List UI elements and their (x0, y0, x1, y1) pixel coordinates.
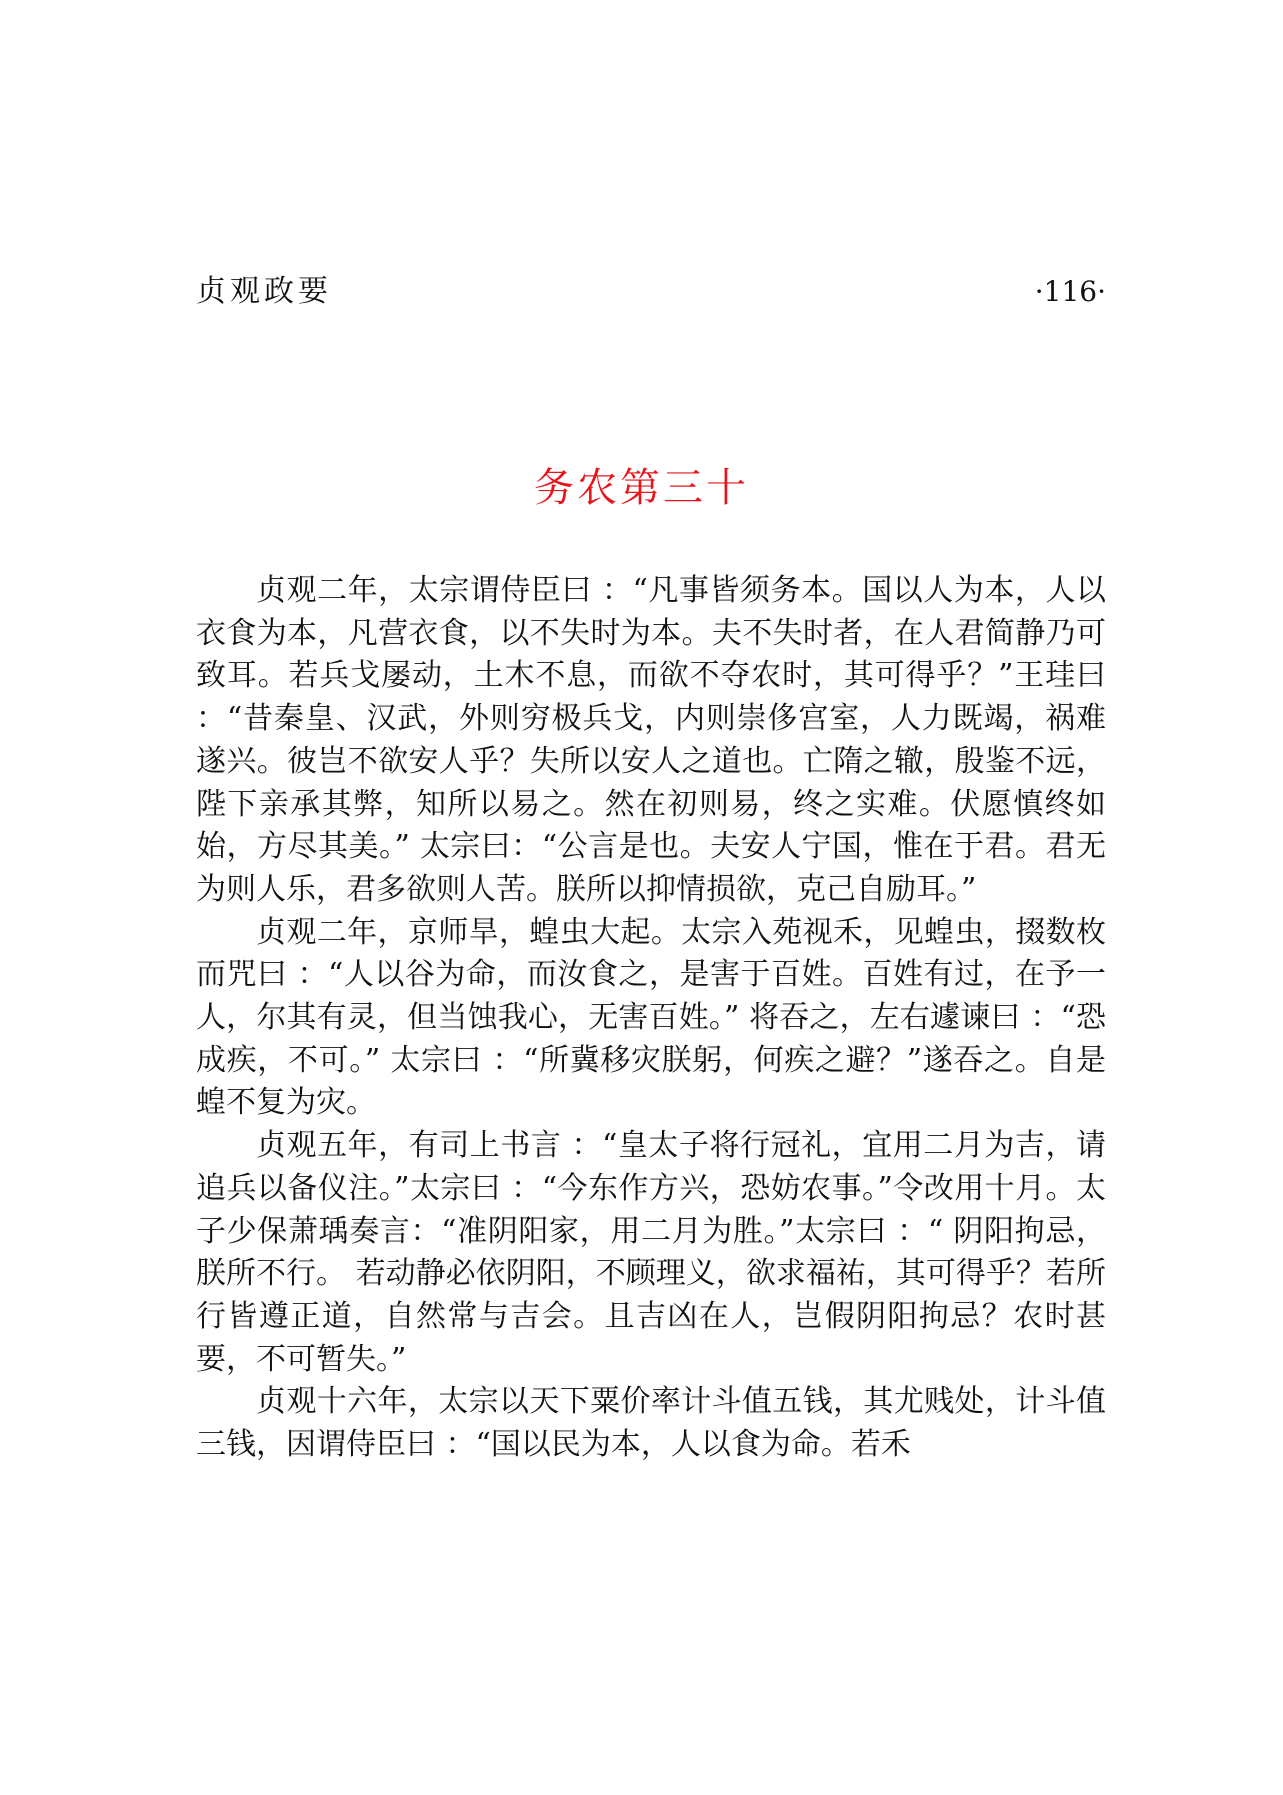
body-text (196, 570, 1106, 1467)
paragraph-1: 贞观二年，太宗谓侍臣曰 ：“凡事皆须务本。国以人为本，人以衣食为本，凡营衣食，以不失时为本。夫不失时者，在人君简静乃可致耳。若兵戈屡动，土木不息，而欲不夺农时，其可得乎？”王珪曰 ：“昔秦皇、汉武，外则穷极兵戈，内则崇侈宫室，人力既竭，祸难遂兴。彼岂不欲安人乎？失所以安人之道也。亡隋之辙，殷鉴不远，陛下亲承其弊，知所以易之。然在初则易，终之实难。伏愿慎终如始，方尽其美。” 太宗曰：“公言是也。夫安人宁国，惟在于君。君无为则人乐，君多欲则人苦。朕所以抑情损欲，克己自励耳。” (196, 573, 1106, 907)
chapter-title: 务农第三十 (534, 465, 749, 511)
paragraph-2: 贞观二年，京师旱，蝗虫大起。太宗入苑视禾，见蝗虫，掇数枚而咒曰 ：“人以谷为命，而汝食之，是害于百姓。百姓有过，在予一人，尔其有灵，但当蚀我心，无害百姓。” 将吞之，左右遽谏曰 ：“恐成疾，不可。” 太宗曰 ：“所冀移灾朕躬，何疾之避？”遂吞之。自是蝗不复为灾。 (196, 914, 1106, 1121)
book-title: 贞观政要 (196, 274, 332, 309)
running-header (196, 272, 1106, 312)
paragraph-4: 贞观十六年，太宗以天下粟价率计斗值五钱，其尤贱处，计斗值三钱，因谓侍臣曰 ：“国以民为本，人以食为命。若禾 (196, 1384, 1106, 1463)
page-number: ·116· (1034, 275, 1106, 308)
paragraph-3: 贞观五年，有司上书言 ：“皇太子将行冠礼，宜用二月为吉，请追兵以备仪注。”太宗曰 ：“今东作方兴，恐妨农事。”令改用十月。太子少保萧瑀奏言：“准阴阳家，用二月为胜。”太宗曰 ：“ 阴阳拘忌，朕所不行。 若动静必依阴阳，不顾理义，欲求福祐，其可得乎？若所行皆遵正道，自然常与吉会。且吉凶在人，岂假阴阳拘忌？农时甚要，不可暂失。” (196, 1128, 1106, 1377)
